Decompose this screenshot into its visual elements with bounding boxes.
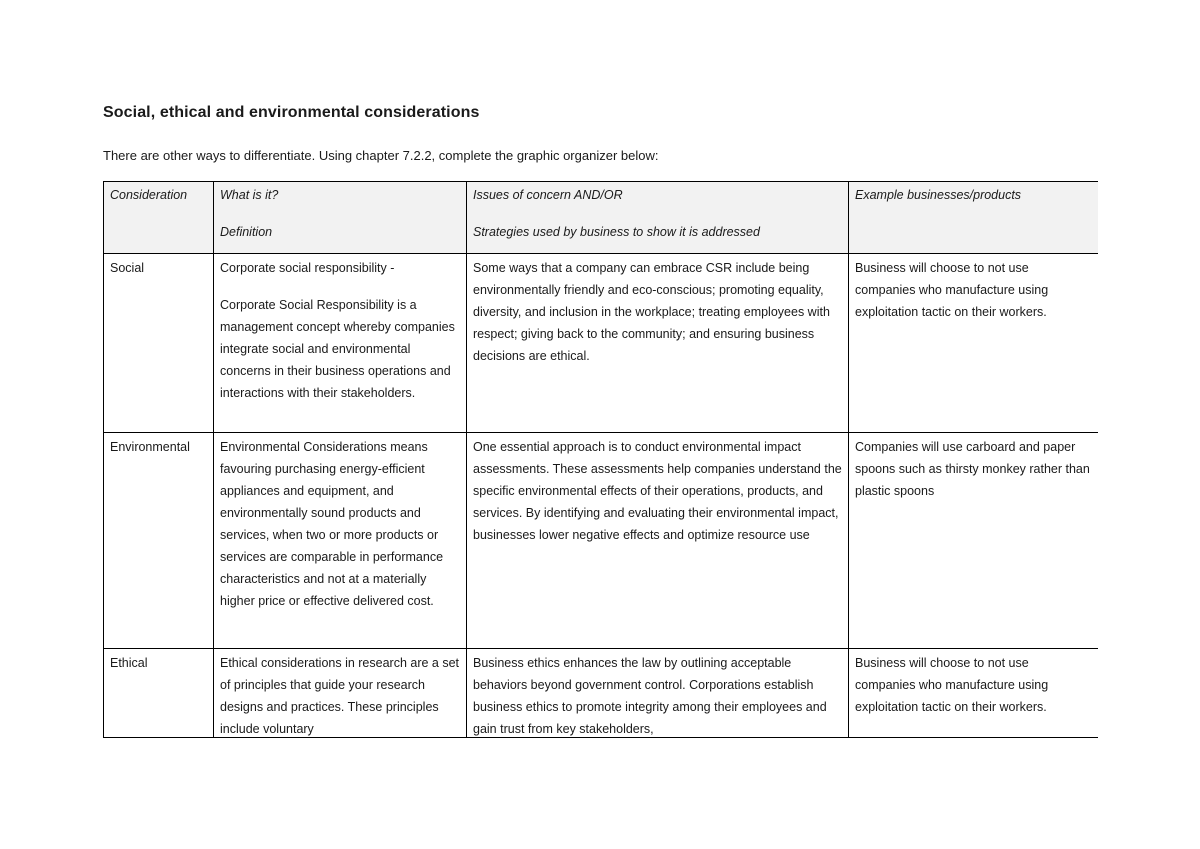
cell-definition	[214, 254, 467, 433]
graphic-organizer-table-container	[103, 181, 1098, 738]
table-row-ethical	[104, 649, 1099, 739]
issues-text: Business ethics enhances the law by outlining acceptable behaviors beyond government control. Corporations establish business ethics to promote integrity among their employees and gain trust from key stakeholders,	[473, 656, 827, 736]
header-examples	[849, 182, 1099, 254]
page-title: Social, ethical and environmental considerations	[103, 104, 480, 121]
header-what-line2: Definition	[220, 225, 273, 239]
cell-consideration	[104, 649, 214, 739]
intro-text: There are other ways to differentiate. Using chapter 7.2.2, complete the graphic organizer below:	[103, 148, 659, 163]
cell-consideration	[104, 254, 214, 433]
examples-text: Business will choose to not use companies who manufacture using exploitation tactic on their workers.	[855, 261, 1049, 319]
examples-text: Companies will use carboard and paper spoons such as thirsty monkey rather than plastic spoons	[855, 440, 1090, 498]
cell-consideration	[104, 433, 214, 649]
cell-examples	[849, 433, 1099, 649]
table-row-social	[104, 254, 1099, 433]
header-issues-line2: Strategies used by business to show it is addressed	[473, 225, 760, 239]
graphic-organizer-table	[103, 181, 1098, 738]
definition-title: Corporate social responsibility -	[220, 261, 395, 275]
header-what-line1: What is it?	[220, 188, 279, 202]
cell-examples	[849, 649, 1099, 739]
cell-issues	[467, 649, 849, 739]
issues-text: Some ways that a company can embrace CSR include being environmentally friendly and eco-conscious; promoting equality, diversity, and inclusion in the workplace; treating employees with respect; giving back to the community; and ensuring business decisions are ethical.	[473, 261, 830, 363]
definition-text: Environmental Considerations means favouring purchasing energy-efficient appliances and equipment, and environmentally sound products and services, when two or more products or services are comparable in performance characteristics and not at a materially higher price or effective delivered cost.	[220, 440, 444, 608]
header-issues	[467, 182, 849, 254]
header-what-is-it	[214, 182, 467, 254]
consideration-label: Social	[110, 261, 145, 275]
consideration-label: Environmental	[110, 440, 190, 454]
cell-issues	[467, 433, 849, 649]
issues-text: One essential approach is to conduct environmental impact assessments. These assessments help companies understand the specific environmental effects of their operations, products, and services. By identifying and evaluating their environmental impact, businesses lower negative effects and optimize resource use	[473, 440, 842, 542]
definition-text: Ethical considerations in research are a set of principles that guide your research designs and practices. These principles include voluntary	[220, 656, 460, 736]
header-consideration	[104, 182, 214, 254]
table-header-row	[104, 182, 1099, 254]
header-issues-line1: Issues of concern AND/OR	[473, 188, 623, 202]
cell-definition	[214, 433, 467, 649]
header-consideration-label: Consideration	[110, 188, 188, 202]
consideration-label: Ethical	[110, 656, 148, 670]
cell-definition	[214, 649, 467, 739]
cell-issues	[467, 254, 849, 433]
definition-text: Corporate Social Responsibility is a management concept whereby companies integrate social and environmental concerns in their business operations and interactions with their stakeholders.	[220, 298, 455, 400]
cell-examples	[849, 254, 1099, 433]
table-row-environmental	[104, 433, 1099, 649]
examples-text: Business will choose to not use companies who manufacture using exploitation tactic on their workers.	[855, 656, 1049, 714]
header-examples-label: Example businesses/products	[855, 188, 1022, 202]
